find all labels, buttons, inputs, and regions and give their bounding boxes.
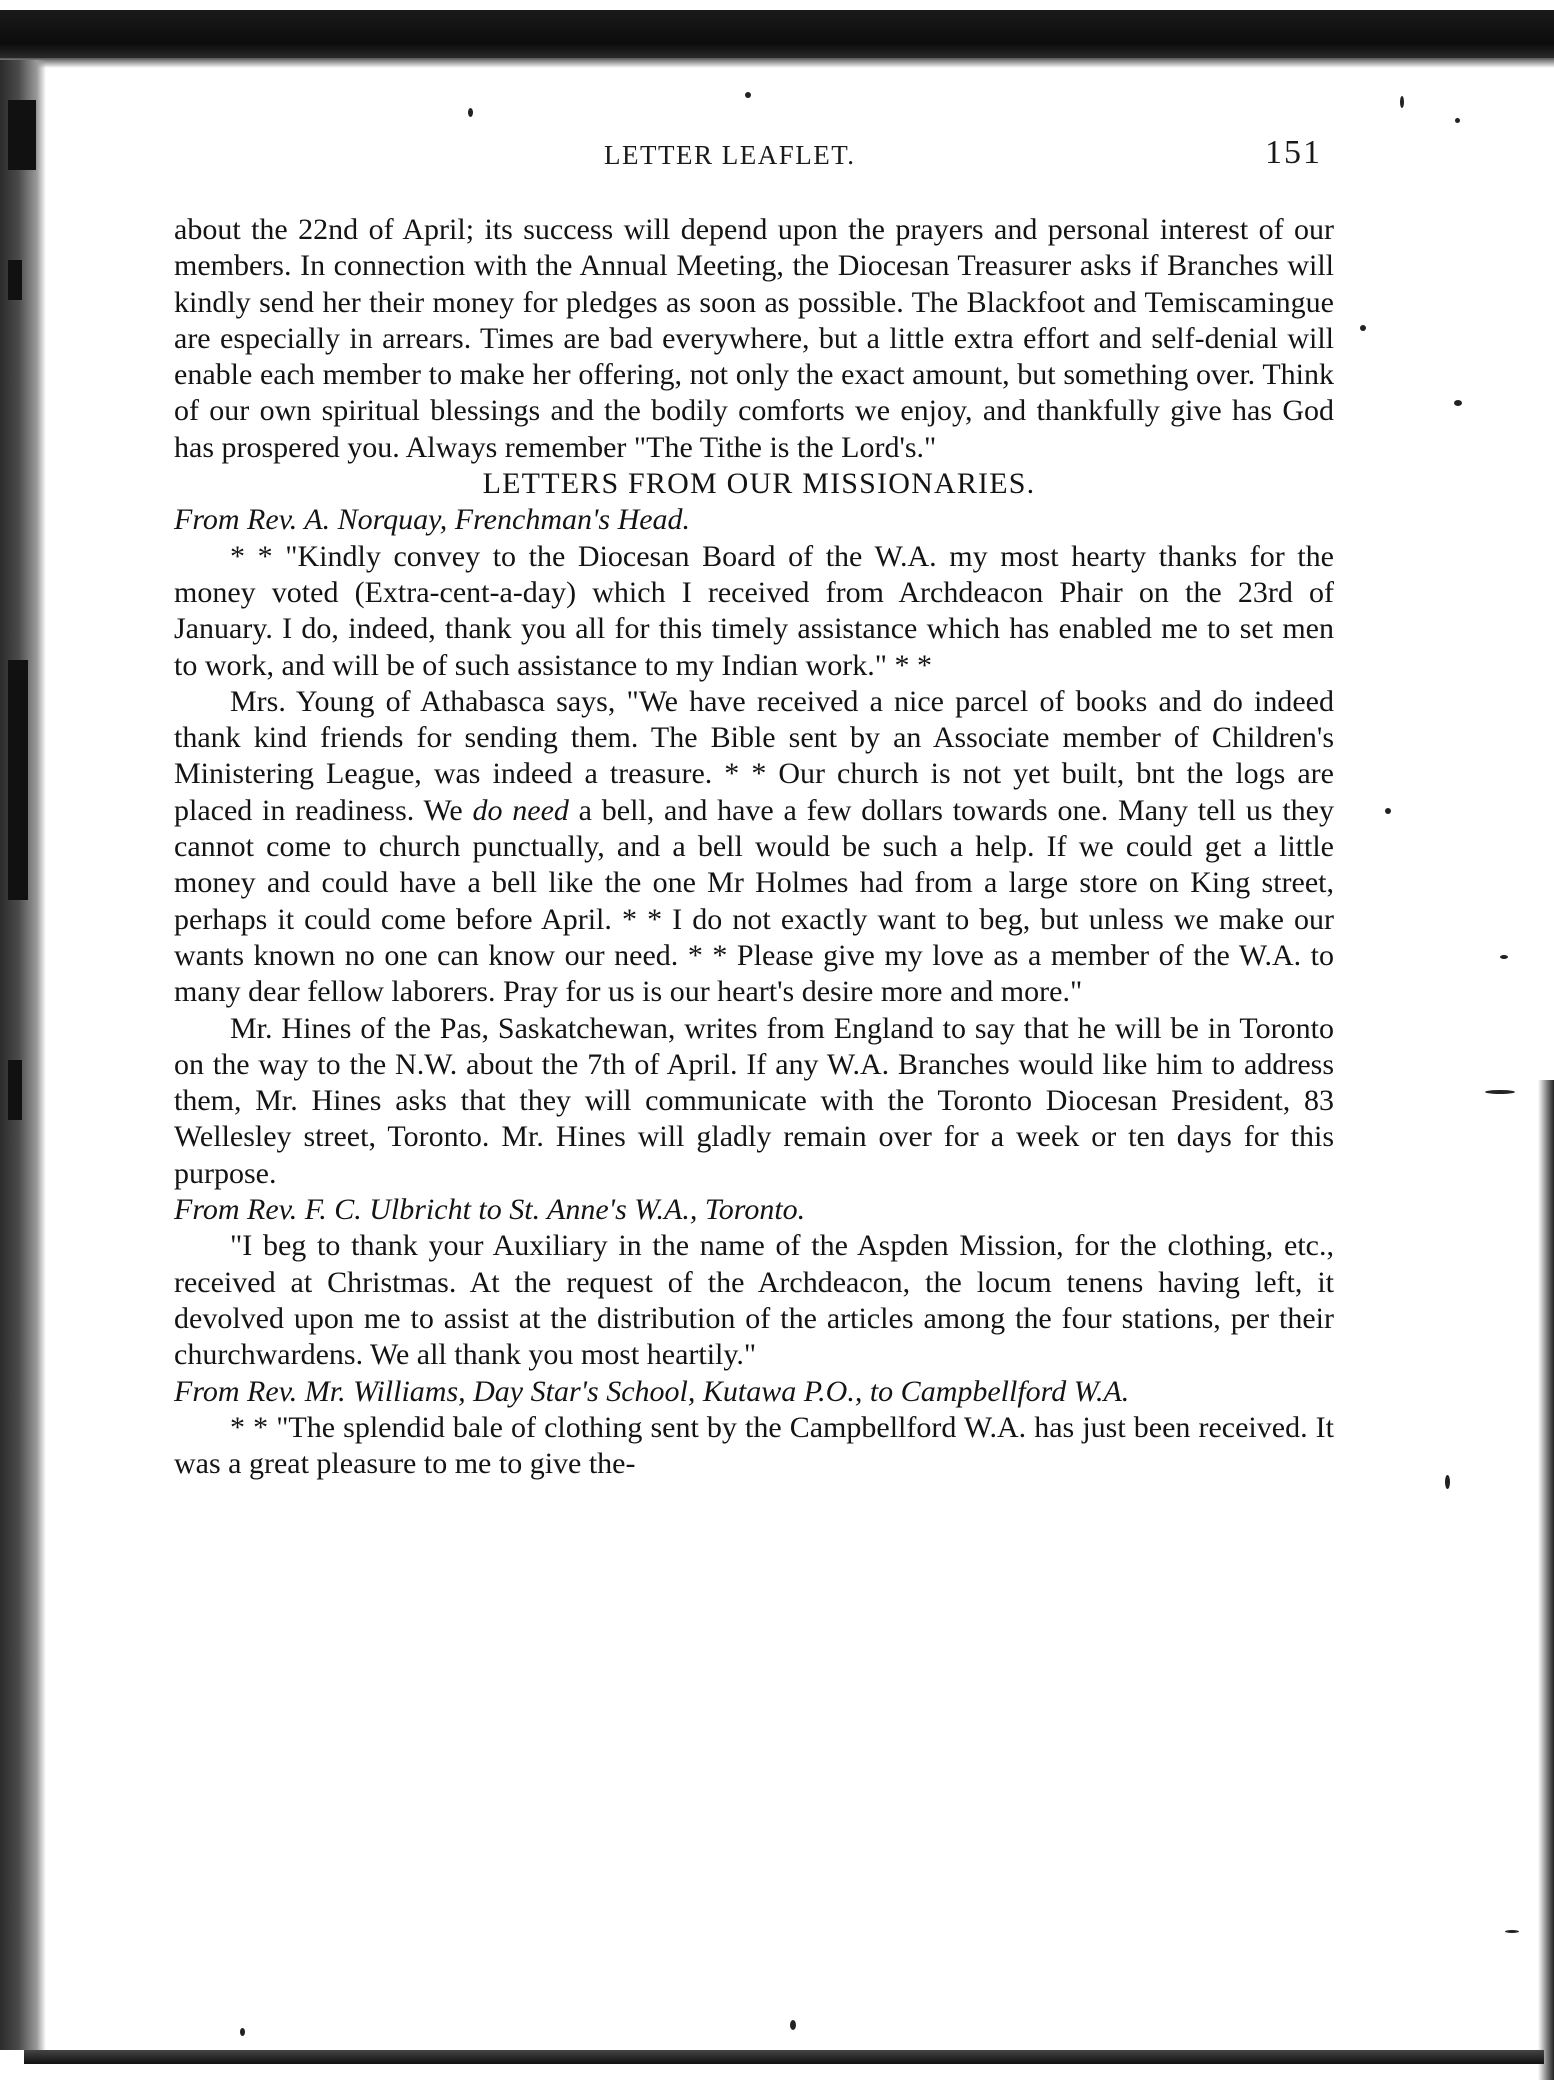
paragraph-ulbricht-letter: "I beg to thank your Auxiliary in the name of the Aspden Mission, for the clothing, etc., received at Christmas. At the request of the Archdeacon, the locum tenens having left, it devolved upon me to assist at the distribution of the articles among the four stations, per their churchwardens. We all thank you most heartily." bbox=[174, 1229, 1334, 1372]
scan-speck bbox=[745, 92, 751, 98]
scan-border-bottom bbox=[24, 2050, 1544, 2064]
scan-mark bbox=[8, 260, 22, 300]
scan-speck bbox=[1385, 808, 1391, 814]
page-body bbox=[174, 212, 1334, 1482]
scan-border-top bbox=[0, 10, 1554, 58]
scan-speck bbox=[1454, 400, 1462, 406]
scan-speck bbox=[1485, 1090, 1515, 1094]
paragraph-williams-letter: * * "The splendid bale of clothing sent by the Campbellford W.A. has just been received. It was a great pleasure to me to give the- bbox=[174, 1410, 1334, 1481]
letter-source-williams: From Rev. Mr. Williams, Day Star's School, Kutawa P.O., to Campbellford W.A. bbox=[174, 1374, 1130, 1408]
scan-shadow-top bbox=[0, 58, 1554, 68]
scan-border-left bbox=[0, 60, 46, 2050]
scan-mark bbox=[8, 1060, 22, 1120]
letter-source-ulbricht: From Rev. F. C. Ulbricht to St. Anne's W.A., Toronto. bbox=[174, 1193, 806, 1227]
page-number: 151 bbox=[1265, 134, 1322, 171]
paragraph-annual-meeting: about the 22nd of April; its success will depend upon the prayers and personal interest of our members. In connection with the Annual Meeting, the Diocesan Treasurer asks if Branches will kindly send her their money for pledges as soon as possible. The Blackfoot and Temiscamingue are especially in arrears. Times are bad everywhere, but a little extra effort and self-denial will enable each member to make her offering, not only the exact amount, but something over. Think of our own spiritual blessings and the bodily comforts we enjoy, and thankfully give has God has prospered you. Always remember "The Tithe is the Lord's." bbox=[174, 213, 1334, 464]
scan-speck bbox=[1500, 955, 1508, 959]
scan-speck bbox=[790, 2020, 796, 2030]
running-header bbox=[160, 134, 1330, 178]
scan-speck bbox=[1400, 96, 1404, 108]
mrs-young-text-1: Mrs. Young of Athabasca says, "We have received a nice parcel of books and do indeed thank kind friends for sending them. The Bible sent by an Associate member of Children's Ministering League, was indeed a treasure. * * Our church is not yet built, bnt the logs are placed in readiness. We bbox=[174, 684, 1334, 827]
paragraph-mr-hines: Mr. Hines of the Pas, Saskatchewan, writes from England to say that he will be in Toronto on the way to the N.W. about the 7th of April. If any W.A. Branches would like him to address them, Mr. Hines asks that they will communicate with the Toronto Diocesan President, 83 Wellesley street, Toronto. Mr. Hines will gladly remain over for a week or ten days for this purpose. bbox=[174, 1011, 1334, 1190]
scan-border-right bbox=[1538, 1080, 1554, 2080]
paragraph-norquay-letter: * * "Kindly convey to the Diocesan Board of the W.A. my most hearty thanks for the money voted (Extra-cent-a-day) which I received from Archdeacon Phair on the 23rd of January. I do, indeed, thank you all for this timely assistance which has enabled me to set men to work, and will be of such assistance to my Indian work." * * bbox=[174, 539, 1334, 682]
scan-mark bbox=[8, 100, 36, 170]
paragraph-mrs-young bbox=[174, 684, 1334, 1011]
running-title: LETTER LEAFLET. bbox=[604, 140, 856, 170]
scan-mark bbox=[8, 660, 28, 900]
section-heading: LETTERS FROM OUR MISSIONARIES. bbox=[482, 467, 1036, 501]
mrs-young-text-2: a bell, and have a few dollars towards one. Many tell us they cannot come to church punctually, and a bell would be such a help. If we could get a little money and could have a bell like the one Mr Holmes had from a large store on King street, perhaps it could come before April. * * I do not exactly want to beg, but unless we make our wants known no one can know our need. * * Please give my love as a member of the W.A. to many dear fellow laborers. Pray for us is our heart's desire more and more." bbox=[174, 793, 1334, 1009]
scan-speck bbox=[1455, 118, 1460, 123]
mrs-young-emphasis: do need bbox=[472, 793, 569, 827]
scan-speck bbox=[1445, 1475, 1450, 1489]
scan-speck bbox=[468, 108, 473, 117]
scan-speck bbox=[240, 2028, 245, 2036]
scan-speck bbox=[1360, 325, 1366, 331]
letter-source-norquay: From Rev. A. Norquay, Frenchman's Head. bbox=[174, 503, 691, 537]
scan-speck bbox=[1505, 1930, 1519, 1933]
